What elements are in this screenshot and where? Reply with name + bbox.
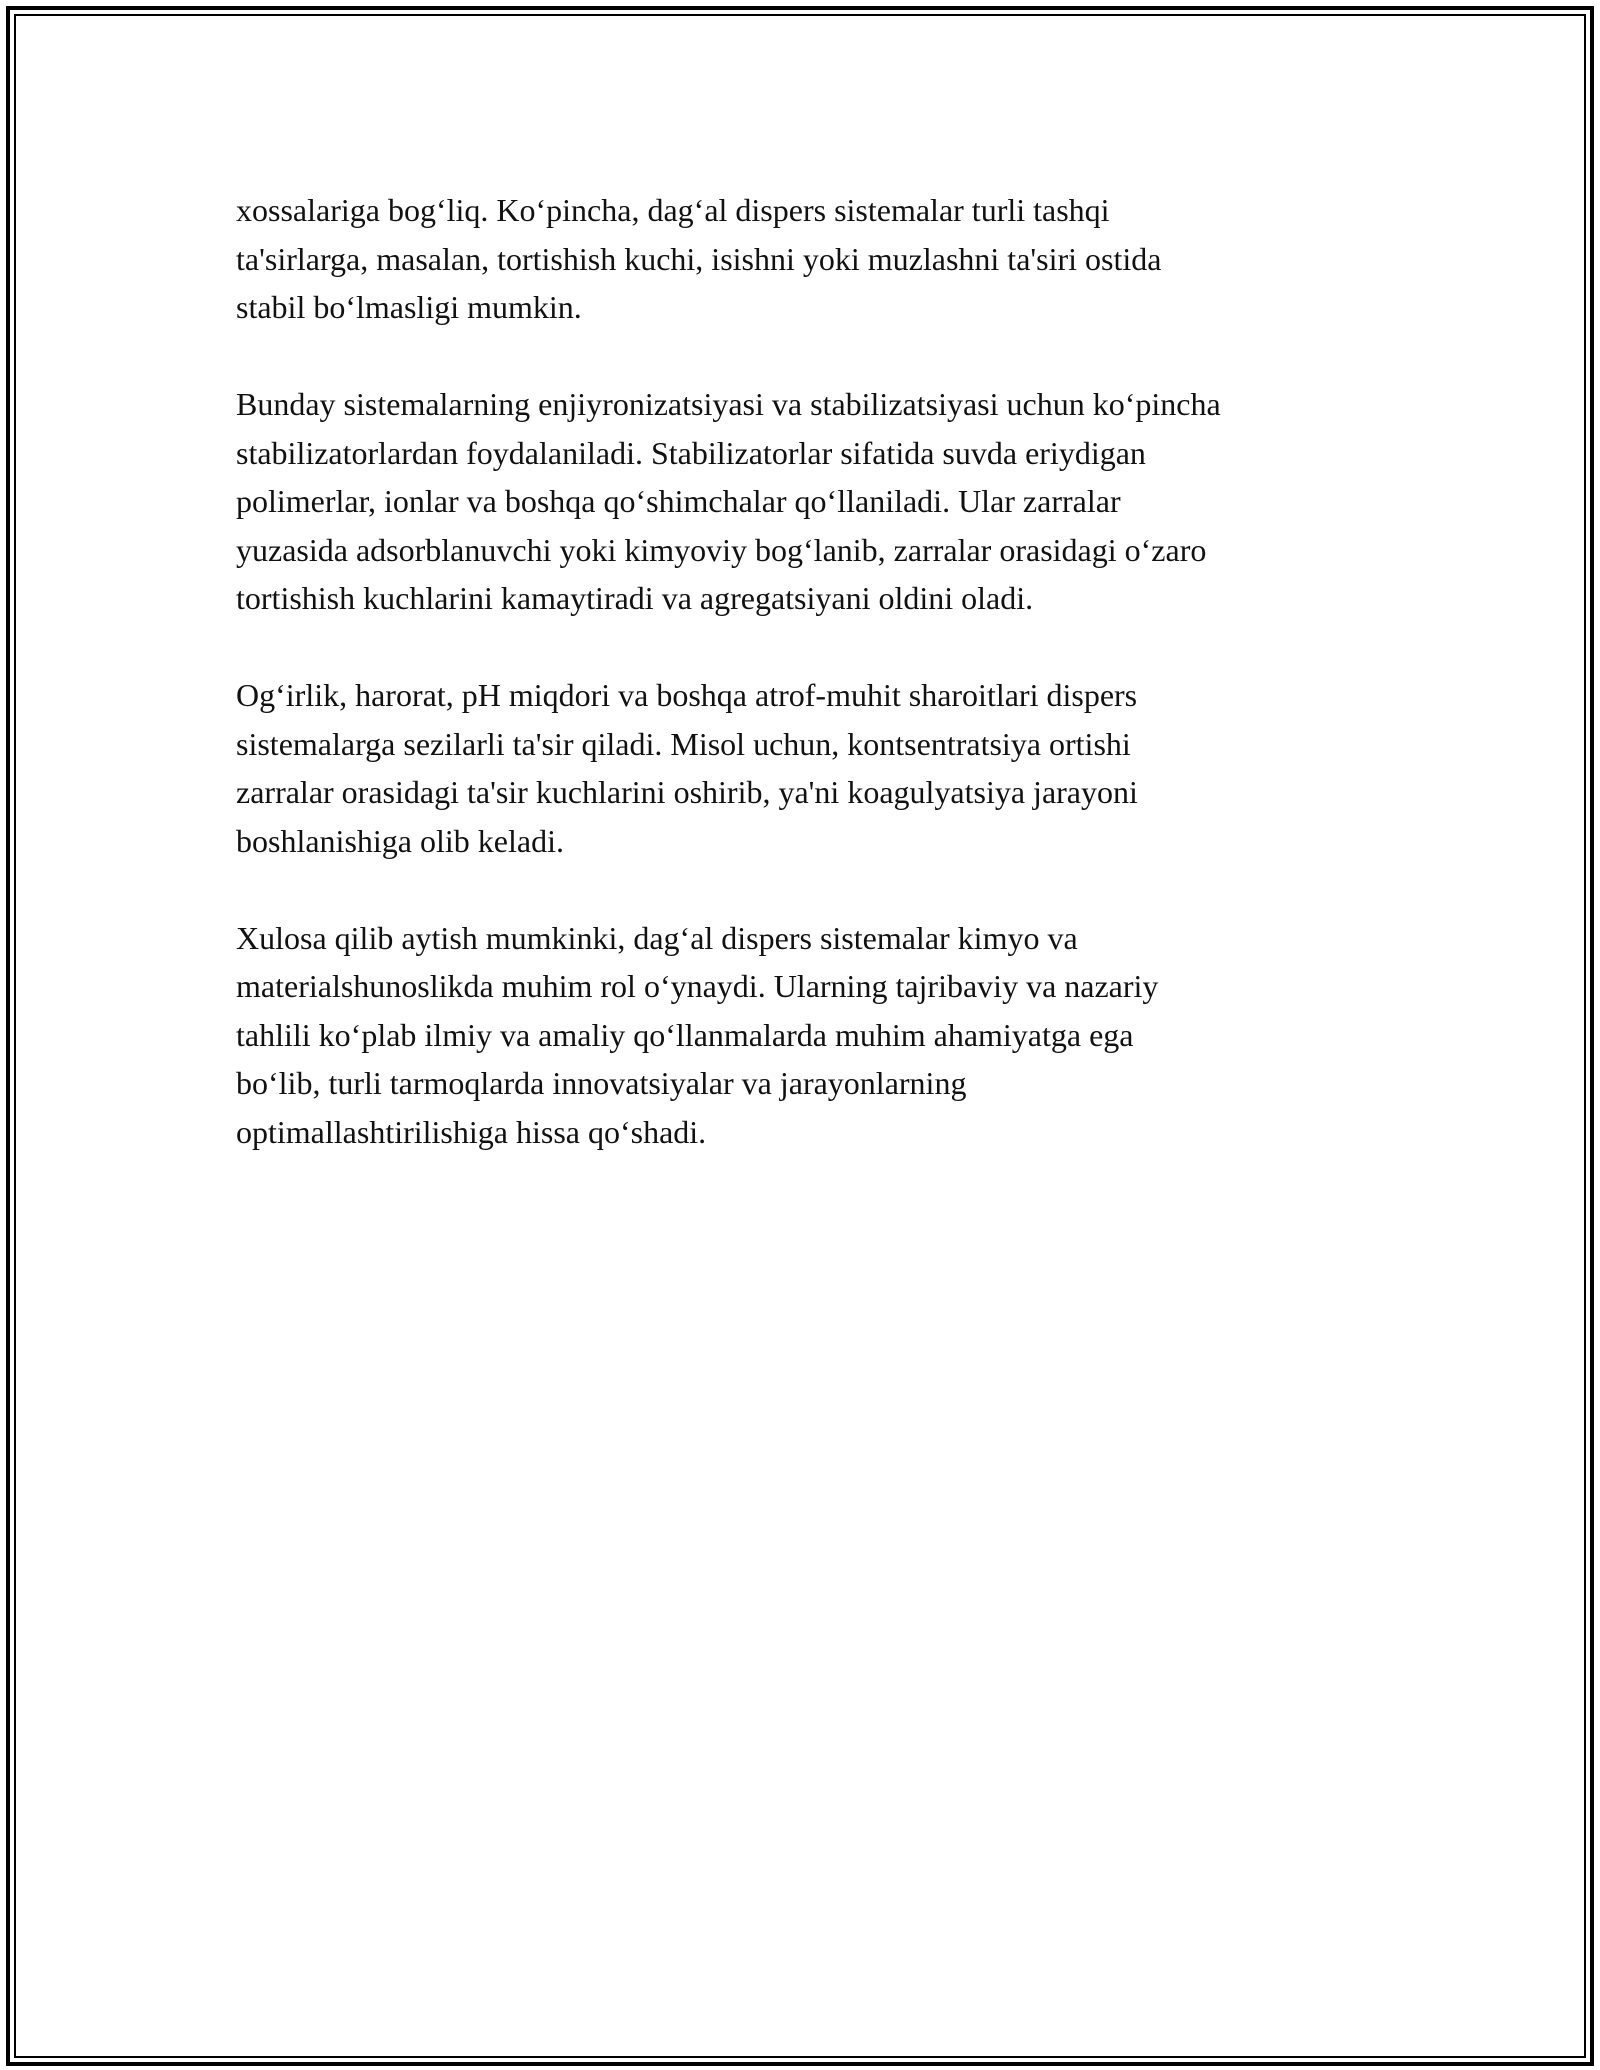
paragraph-2: Bunday sistemalarning enjiyronizatsiyasi va stabilizatsiyasi uchun ko‘pincha stabilizatorlardan foydalaniladi. Stabilizatorlar sifatida suvda eriydigan polimerlar, ionlar va boshqa qo‘shimchalar qo‘llaniladi. Ular zarralar yuzasida adsorblanuvchi yoki kimyoviy bog‘lanib, zarralar orasidagi o‘zaro tortishish kuchlarini kamaytiradi va agregatsiyani oldini oladi.	[236, 386, 1221, 616]
paragraph-1: xossalariga bog‘liq. Ko‘pincha, dag‘al dispers sistemalar turli tashqi ta'sirlarga, masalan, tortishish kuchi, isishni yoki muzlashni ta'siri ostida stabil bo‘lmasligi mumkin.	[236, 192, 1162, 325]
paragraph-4: Xulosa qilib aytish mumkinki, dag‘al dispers sistemalar kimyo va materialshunoslikda muhim rol o‘ynaydi. Ularning tajribaviy va nazariy tahlili ko‘plab ilmiy va amaliy qo‘llanmalarda muhim ahamiyatga ega bo‘lib, turli tarmoqlarda innovatsiyalar va jarayonlarning optimallashtirilishiga hissa qo‘shadi.	[236, 919, 1159, 1150]
paragraph-3: Og‘irlik, harorat, pH miqdori va boshqa atrof-muhit sharoitlari dispers sistemalarga sezilarli ta'sir qiladi. Misol uchun, kontsentratsiya ortishi zarralar orasidagi ta'sir kuchlarini oshirib, ya'ni koagulyatsiya jarayoni boshlanishiga olib keladi.	[236, 677, 1138, 859]
document-body	[236, 186, 1376, 1205]
